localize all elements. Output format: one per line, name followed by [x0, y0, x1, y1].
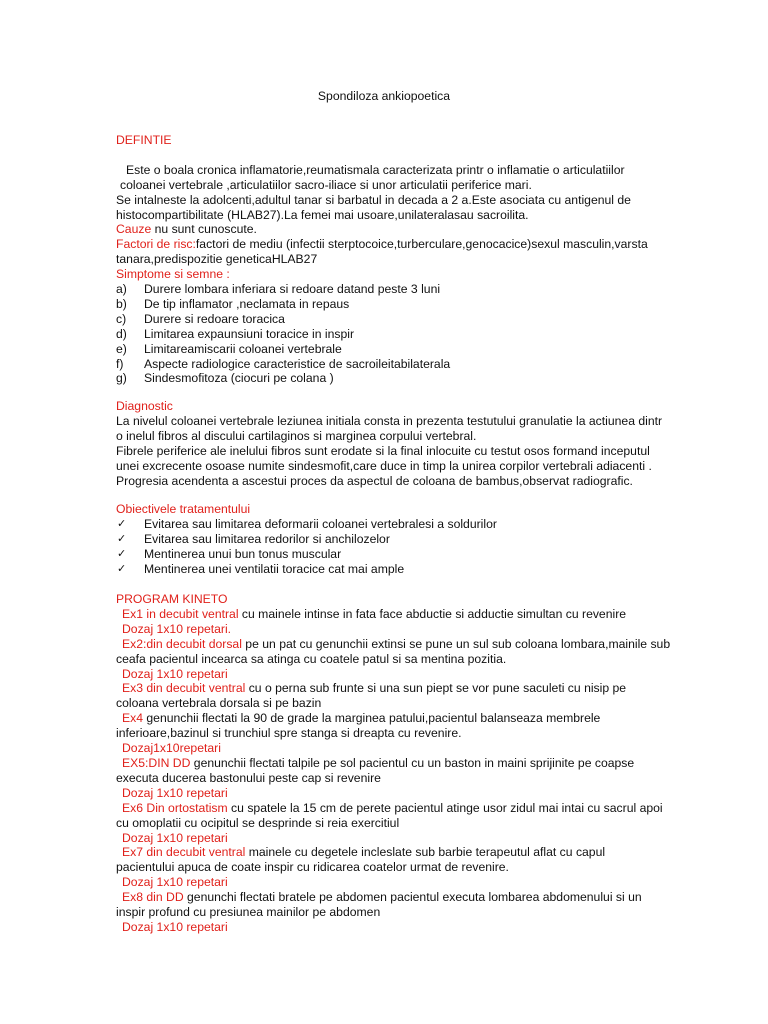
factori-label: Factori de risc: — [116, 237, 196, 252]
document-title: Spondiloza ankiopoetica — [317, 89, 451, 103]
definitie-line: histocompartibilitate (HLAB27).La femei mai usoare,unilateralasau sacroilita. — [116, 207, 529, 222]
diagnostic-line: La nivelul coloanei vertebrale leziunea initiala consta in prezenta testutului granulatie la actiunea dintr — [116, 413, 663, 428]
exercise-label: Ex4 — [122, 711, 144, 726]
exercise-line — [116, 711, 656, 726]
exercise-label: Ex6 Din ortostatism — [122, 800, 228, 815]
exercise-line — [116, 756, 656, 771]
exercise-dose: Dozaj 1x10 repetari — [122, 919, 228, 934]
exercise-line — [116, 845, 656, 860]
exercise-label: Ex1 in decubit ventral — [122, 606, 239, 621]
exercise-dose: Dozaj 1x10 repetari — [122, 830, 228, 845]
list-item-text: Sindesmofitoza (ciocuri pe colana ) — [144, 371, 334, 386]
cauze-text: nu sunt cunoscute. — [151, 222, 257, 237]
list-item-text: Evitarea sau limitarea deformarii coloanei vertebralesi a soldurilor — [144, 516, 497, 531]
list-item-text: Aspecte radiologice caracteristice de sacroileitabilaterala — [144, 356, 451, 371]
simptome-list — [116, 282, 656, 386]
cauze-label: Cauze — [116, 222, 152, 237]
exercise-line — [116, 636, 671, 652]
definitie-heading: DEFINTIE — [116, 133, 172, 147]
factori-text: factori de mediu (infectii sterptocoice,turberculare,genocacice)sexul masculin,varsta — [195, 237, 648, 252]
list-item-text: Durere si redoare toracica — [144, 311, 285, 326]
simptome-heading: Simptome si semne : — [116, 267, 230, 282]
exercise-line-2: inferioare,bazinul si trunchiul spre stanga si dreapta cu revenire. — [116, 726, 462, 741]
exercise-dose: Dozaj 1x10 repetari — [122, 666, 228, 681]
list-item — [116, 312, 656, 327]
cauze-line — [116, 222, 656, 237]
list-marker: b) — [116, 296, 127, 311]
list-item — [116, 562, 656, 577]
obiective-section — [116, 502, 656, 577]
diagnostic-line: o inelul fibros al discului cartilaginos si marginea corpului vertebral. — [116, 428, 477, 443]
exercise-text: genunchi flectati bratele pe abdomen pacientul executa lombarea abdomenului si un — [183, 890, 642, 905]
exercise-text: cu o perna sub frunte si una sun piept se vor pune saculeti cu nisip pe — [245, 681, 627, 696]
exercise-label: Ex7 din decubit ventral — [122, 845, 246, 860]
checkmark-icon: ✓ — [117, 517, 127, 530]
diagnostic-line: Fibrele periferice ale inelului fibros sunt erodate si la final inlocuite cu testut osos formand inceputul — [116, 443, 650, 458]
list-item — [116, 327, 656, 342]
program-section — [116, 592, 671, 935]
blank-line — [116, 148, 656, 163]
exercise-label: Ex3 din decubit ventral — [122, 681, 246, 696]
definitie-section — [116, 133, 656, 386]
list-marker: c) — [116, 311, 127, 326]
list-marker: g) — [116, 371, 127, 386]
exercise-text: cu mainele intinse in fata face abductie si adductie simultan cu revenire — [238, 606, 627, 621]
list-item-text: Limitarea expaunsiuni toracice in inspir — [144, 326, 355, 341]
exercise-dose: Dozaj 1x10 repetari — [122, 785, 228, 800]
exercise-line-2: ceafa pacientul incearca sa atinga cu coatele patul si sa mentina pozitia. — [116, 651, 507, 666]
list-item-text: Durere lombara inferiara si redoare datand peste 3 luni — [144, 282, 441, 297]
checkmark-icon: ✓ — [117, 562, 127, 575]
exercise-line-2: inspir profund cu presiunea mainilor pe abdomen — [116, 905, 381, 920]
exercise-dose: Dozaj1x10repetari — [122, 741, 221, 756]
factori-line-2: tanara,predispozitie geneticaHLAB27 — [116, 252, 318, 267]
list-item — [116, 282, 656, 297]
diagnostic-heading: Diagnostic — [116, 399, 173, 413]
exercise-text: mainele cu degetele incleslate sub barbie terapeutul aflat cu capul — [245, 845, 606, 860]
list-item — [116, 371, 656, 386]
list-item-text: Limitareamiscarii coloanei vertebrale — [144, 341, 342, 356]
exercise-label: EX5:DIN DD — [122, 755, 191, 770]
exercise-dose: Dozaj 1x10 repetari — [122, 875, 228, 890]
exercise-label: Ex8 din DD — [122, 890, 184, 905]
factori-line — [116, 237, 656, 252]
list-item — [116, 532, 656, 547]
exercise-dose: Dozaj 1x10 repetari. — [122, 621, 232, 636]
exercise-line-2: pacientului apuca de coate inspir cu ridicarea coatelor urmat de revenire. — [116, 860, 509, 875]
list-item-text: De tip inflamator ,neclamata in repaus — [144, 296, 350, 311]
list-marker: e) — [116, 341, 127, 356]
list-marker: a) — [116, 282, 127, 297]
list-item-text: Mentinerea unei ventilatii toracice cat mai ample — [144, 561, 405, 576]
exercise-line — [116, 607, 656, 622]
exercise-line — [116, 800, 663, 816]
obiective-list — [116, 517, 656, 577]
list-item — [116, 342, 656, 357]
list-item — [116, 547, 656, 562]
list-marker: f) — [116, 356, 124, 371]
exercise-label: Ex2:din decubit dorsal — [122, 636, 242, 651]
exercise-line-2: executa ducerea bastonului peste cap si revenire — [116, 770, 381, 785]
list-item-text: Evitarea sau limitarea redorilor si anchilozelor — [144, 531, 390, 546]
checkmark-icon: ✓ — [117, 532, 127, 545]
program-heading: PROGRAM KINETO — [116, 592, 228, 606]
list-item — [116, 357, 656, 372]
exercise-line-2: coloana vertebrala dorsala si pe bazin — [116, 696, 322, 711]
list-item — [116, 297, 656, 312]
list-marker: d) — [116, 326, 127, 341]
checkmark-icon: ✓ — [117, 547, 127, 560]
diagnostic-section — [116, 399, 663, 488]
list-item-text: Mentinerea unui bun tonus muscular — [144, 546, 342, 561]
exercise-line — [116, 890, 656, 905]
exercise-text: genunchii flectati talpile pe sol pacientul cu un baston in maini sprijinite pe coapse — [190, 755, 635, 770]
exercise-line — [116, 681, 656, 696]
list-item — [116, 517, 656, 532]
definitie-line: Se intalneste la adolcenti,adultul tanar si barbatul in decada a 2 a.Este asociata cu antigenul de — [116, 192, 631, 207]
obiective-heading: Obiectivele tratamentului — [116, 502, 251, 516]
definitie-line: coloanei vertebrale ,articulatiilor sacro-iliace si unor articulatii periferice mari. — [120, 177, 532, 192]
exercise-text: cu spatele la 15 cm de perete pacientul atinge usor zidul mai intai cu sacrul apoi — [227, 800, 663, 815]
diagnostic-line: unei excrecente osoase numite sindesmofit,care duce in timp la unirea corpilor vertebrali adiacenti . — [116, 458, 652, 473]
diagnostic-line: Progresia acendenta a ascestui proces da aspectul de coloana de bambus,observat radiografic. — [116, 473, 633, 488]
definitie-line: Este o boala cronica inflamatorie,reumatismala caracterizata printr o inflamatie o articulatiilor — [126, 162, 625, 177]
exercise-line-2: cu omoplatii cu ocipitul se desprinde si reia exercitiul — [116, 815, 400, 830]
exercise-text: pe un pat cu genunchii extinsi se pune un sul sub coloana lombara,mainile sub — [241, 636, 671, 651]
exercise-text: genunchii flectati la 90 de grade la marginea patului,pacientul balanseaza membrele — [143, 711, 601, 726]
